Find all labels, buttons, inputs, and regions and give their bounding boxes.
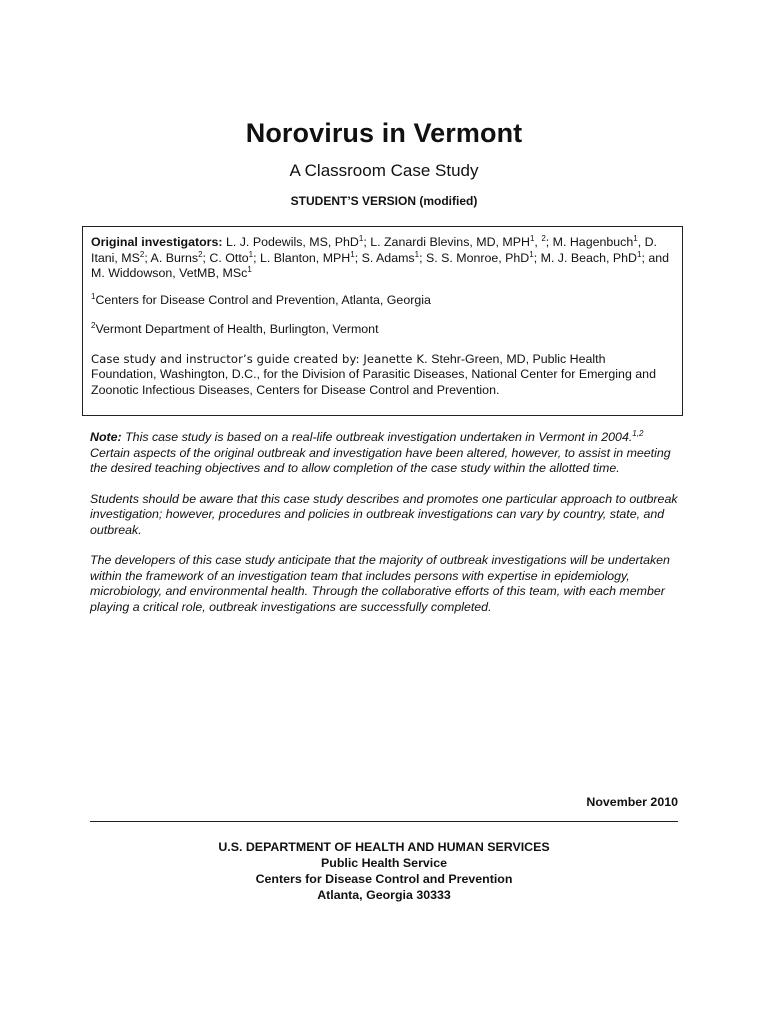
affiliation-marker: 1 — [414, 249, 420, 259]
footer-service: Public Health Service — [320, 856, 448, 870]
investigator-name: ; L. Zanardi Blevins, MD, MPH — [363, 235, 530, 249]
affiliation-marker: 1 — [529, 249, 534, 259]
affiliation-number: 1 — [91, 291, 96, 301]
affiliation-marker: 2 — [139, 249, 145, 259]
footer-cdc: Centers for Disease Control and Prevention — [255, 872, 513, 886]
note-label: Note: — [90, 430, 122, 444]
investigators-box — [82, 226, 683, 416]
affiliation-1 — [91, 293, 674, 309]
affiliation-text: Vermont Department of Health, Burlington, Vermont — [95, 322, 379, 336]
investigator-name: ; C. Otto — [202, 250, 249, 265]
affiliation-marker: 1 — [637, 249, 642, 259]
investigator-name: ; L. Blanton, MPH — [253, 250, 351, 265]
investigator-name: ; and M. Widdowson, VetMB, MSc — [91, 250, 670, 280]
students-paragraph: Students should be aware that this case study describes and promotes one particular approach to outbreak investigation; however, procedures and policies in outbreak investigations can vary by country, state, and outbreak. — [90, 491, 678, 537]
affiliation-2 — [91, 322, 674, 338]
footer-department: U.S. DEPARTMENT OF HEALTH AND HUMAN SERVICES — [218, 840, 550, 854]
investigator-name: ; S. Adams — [354, 250, 415, 265]
note-paragraph — [90, 430, 682, 477]
investigators-paragraph — [91, 235, 674, 282]
publication-date: November 2010 — [586, 795, 678, 809]
creator-lead: Case study and instructor’s guide created by: Jeanette K. — [91, 351, 428, 366]
version-label: STUDENT’S VERSION (modified) — [290, 194, 478, 208]
document-subtitle: A Classroom Case Study — [289, 161, 479, 180]
notes-section — [90, 430, 682, 630]
creator-credit — [91, 352, 674, 399]
note-text: This case study is based on a real-life outbreak investigation undertaken in Vermont in 2004. — [121, 430, 633, 444]
reference-marker: 1,2 — [632, 429, 644, 438]
affiliation-number: 2 — [91, 321, 96, 330]
affiliation-marker: 2 — [541, 234, 546, 243]
developers-paragraph: The developers of this case study anticipate that the majority of outbreak investigations will be undertaken within the framework of an investigation team that includes persons with expertise in epidemiology, microbiology, and environmental health. Through the collaborative efforts of this team, with each member playing a critical role, outbreak investigations are successfully completed. — [90, 553, 670, 614]
note-text: Certain aspects of the original outbreak and investigation have been altered, however, to assist in meeting the desired teaching objectives and to allow completion of the case study within the allotted time. — [90, 445, 671, 475]
horizontal-rule — [90, 821, 678, 822]
affiliation-marker: 1 — [247, 265, 252, 274]
footer-address: Atlanta, Georgia 30333 — [317, 888, 451, 902]
investigator-name: ; A. Burns — [144, 250, 199, 265]
investigator-name: ; S. S. Monroe, PhD — [419, 250, 530, 265]
affiliation-marker: 1 — [358, 234, 364, 243]
affiliation-marker: 2 — [198, 249, 203, 259]
investigator-name: L. J. Podewils, MS, PhD — [222, 235, 359, 249]
affiliation-marker: 1 — [248, 249, 254, 259]
affiliation-marker: 1 — [350, 249, 355, 259]
affiliation-marker: 1 — [633, 234, 638, 243]
affiliation-text: Centers for Disease Control and Prevention, Atlanta, Georgia — [95, 292, 431, 307]
affiliation-marker: 1 — [529, 234, 535, 243]
investigators-label: Original investigators: — [91, 235, 223, 249]
creator-rest: Stehr-Green, MD, Public Health Foundation, Washington, D.C., for the Division of Parasitic Diseases, National Center for Emerging and Zoonotic Infectious Diseases, Centers for Disease Control and Prevention. — [91, 351, 656, 397]
investigator-name: ; M. Hagenbuch — [545, 235, 634, 249]
investigator-name: , D. Itani, MS — [91, 235, 657, 265]
investigator-name: , — [534, 235, 542, 249]
footer-agency-block — [0, 839, 768, 903]
investigator-name: ; M. J. Beach, PhD — [533, 250, 637, 265]
document-title: Norovirus in Vermont — [245, 118, 523, 148]
